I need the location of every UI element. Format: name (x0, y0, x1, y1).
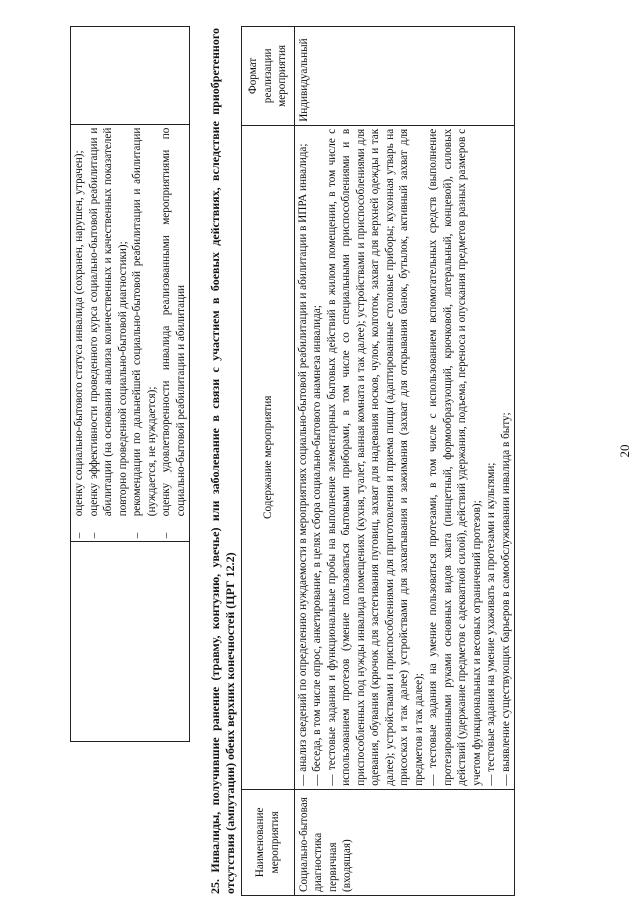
list-item-text: оценку удовлетворенности инвалида реализованными мероприятиями по социально-бытовой реабилитации и абилитации (160, 127, 187, 517)
upper-table-empty-cell (71, 542, 190, 742)
content-paragraph: — выявление существующих барьеров в самообслуживании инвалида в быту; (499, 412, 512, 786)
list-dash: – (131, 532, 143, 539)
table-row (294, 27, 515, 896)
activity-format-cell: Индивидуальный (294, 27, 515, 126)
column-header-name: Наименование мероприятия (242, 789, 295, 895)
content-paragraph: — тестовые задания и функциональные пробы на выполнение элементарных бытовых действий в жилом помещении, в том числе с использованием протезов (умение пользоваться бытовыми приборами, в том числе со специальными приспособлениями и в приспособленных под нужды инвалида помещениях (кухня, туалет, ванная комната и так далее); устройствами и приспособлениями для одевания, обувания (крючок для застегивания пуговиц, захват для надевания носков, чулок, колготок, захват для верхней одежды и так далее); устройствами и приспособлениями для приготовления и приема пищи (адаптированные столовые приборы; кухонная утварь на присосках и так далее) устройствами для захватывания и зажимания (захват для открывания банок, бутылок, активный захват для предметов и так далее); (325, 128, 425, 786)
list-item-text: оценку эффективности проведенного курса социально-бытовой реабилитации и абилитации (на основании анализа количественных и качественных показателей повторно проведенной социально-бытовой диагностики); (87, 127, 129, 517)
upper-table-content-cell (71, 124, 190, 542)
activity-content-cell (294, 125, 515, 789)
upper-table-continuation (70, 26, 190, 742)
table-row (71, 27, 190, 742)
page-number: 20 (617, 444, 632, 458)
list-dash: – (160, 532, 172, 539)
column-header-content: Содержание мероприятия (242, 125, 295, 789)
table-header-row (242, 27, 295, 896)
content-paragraph: — беседа, в том числе опрос, анкетирование, в целях сбора социально-бытового анамнеза инвалида; (311, 305, 323, 786)
list-item (87, 128, 131, 539)
upper-table-empty-cell (71, 27, 190, 125)
list-item (159, 128, 188, 539)
content-paragraph: — тестовые задания на умение ухаживать за протезами и культями; (485, 462, 497, 786)
column-header-format: Формат реализации мероприятия (242, 27, 295, 126)
content-paragraph: — анализ сведений по определению нуждаемости в мероприятиях социально-бытовой реабилитации и абилитации в ИПРА инвалида; (296, 143, 309, 786)
list-dash: – (87, 532, 100, 539)
list-item-text: рекомендации по дальнейшей социально-бытовой реабилитации и абилитации (нуждается, не нуждается); (131, 127, 158, 517)
list-item-text: оценку социально-бытового статуса инвалида (сохранен, нарушен, утрачен); (73, 150, 85, 517)
activities-table (241, 26, 515, 896)
list-dash: – (73, 532, 85, 539)
section-heading: 25. Инвалиды, получившие ранение (травму, контузию, увечье) или заболевание в связи с участием в боевых действиях, вследствие приобретенного отсутствия (ампутации) обеих верхних конечностей (ЦРГ 12.2) (208, 28, 237, 894)
list-item (72, 128, 87, 539)
list-item (130, 128, 159, 539)
content-paragraph: — тестовые задания на умение пользоваться протезами, в том числе с использованием вспомогательных средств (выполнение протезированными руками основных видов хвата (пинцетный, формообразующий, крючковой, латеральный, концевой), силовых действий (удержание предметов с адекватной силой), действий удержания, подъема, переноса и опускания предметов разных размеров с учетом функциональных и весовых ограничений протезов); (427, 128, 483, 786)
activity-name-cell: Социально-бытовая диагностика первичная (входящая) (294, 789, 515, 895)
